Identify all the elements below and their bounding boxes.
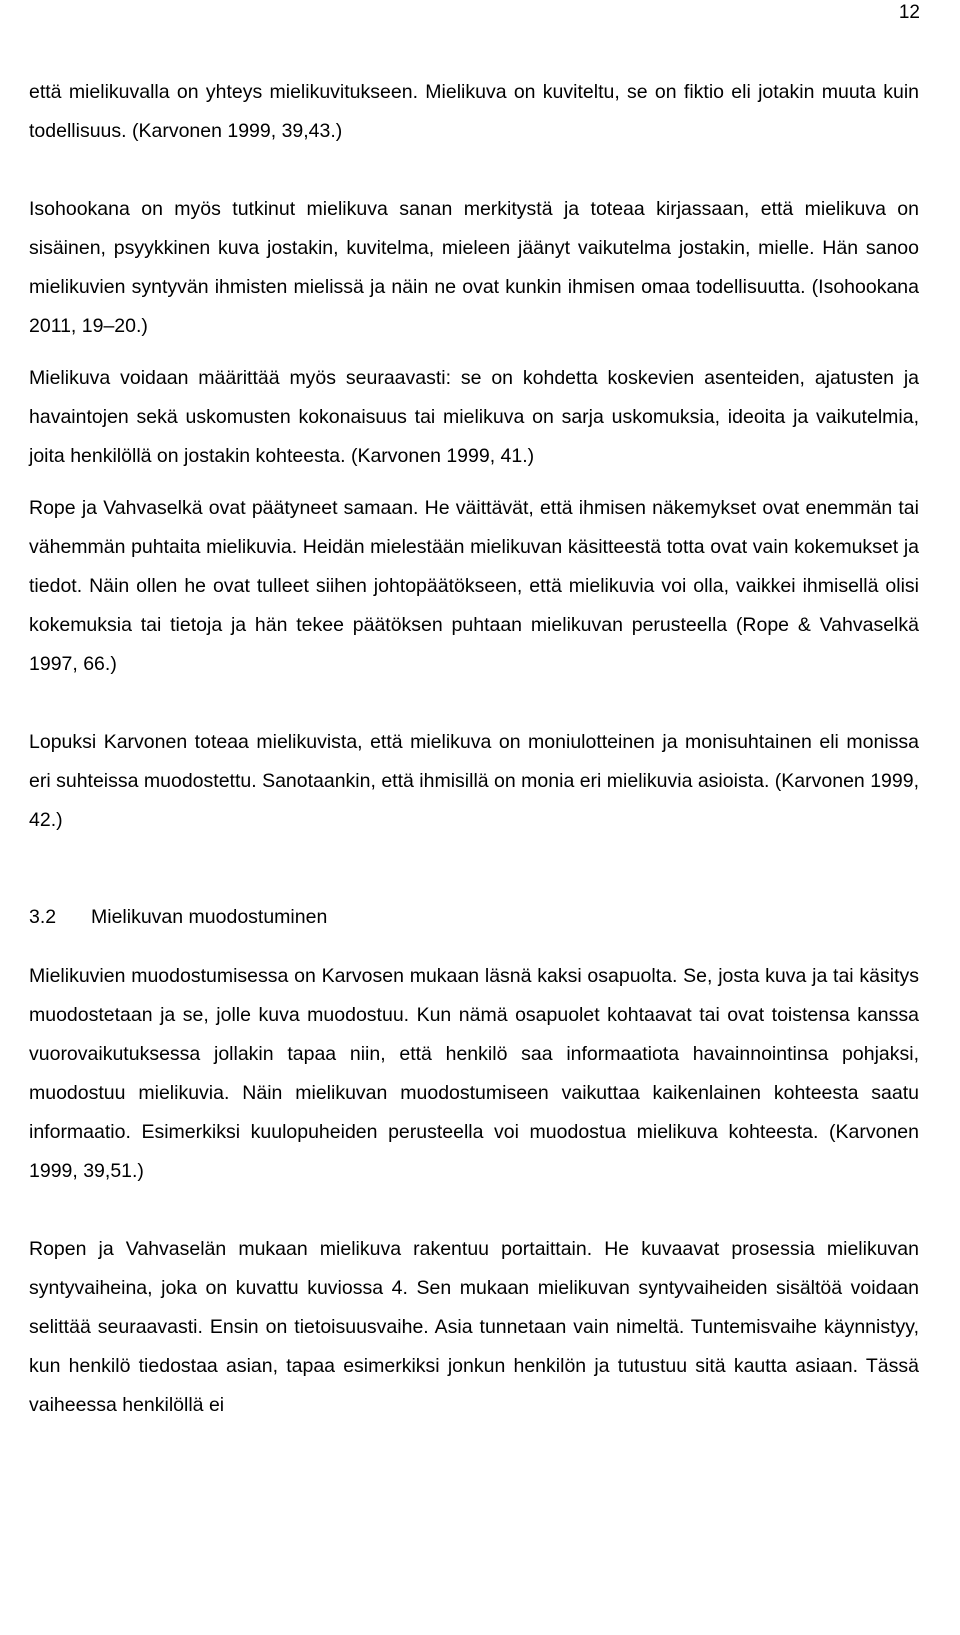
paragraph: Ropen ja Vahvaselän mukaan mielikuva rakentuu portaittain. He kuvaavat prosessia mielikuvan syntyvaiheina, joka on kuvattu kuviossa 4. Sen mukaan mielikuvan syntyvaiheiden sisältöä voidaan selittää seuraavasti. Ensin on tietoisuusvaihe. Asia tunnetaan vain nimeltä. Tuntemisvaihe käynnistyy, kun henkilö tiedostaa asian, tapaa esimerkiksi jonkun henkilön ja tutustuu sitä kautta asiaan. Tässä vaiheessa henkilöllä ei bbox=[29, 1238, 919, 1416]
paragraph: Rope ja Vahvaselkä ovat päätyneet samaan. He väittävät, että ihmisen näkemykset ovat enemmän tai vähemmän puhtaita mielikuvia. Heidän mielestään mielikuvan käsitteestä totta ovat vain kokemukset ja tiedot. Näin ollen he ovat tulleet siihen johtopäätökseen, että mielikuvia voi olla, vaikkei ihmisellä olisi kokemuksia tai tietoja ja hän tekee päätöksen puhtaan mielikuvan perusteella (Rope & Vahvaselkä 1997, 66.) bbox=[29, 497, 919, 675]
paragraph: Isohookana on myös tutkinut mielikuva sanan merkitystä ja toteaa kirjassaan, että mielikuva on sisäinen, psyykkinen kuva jostakin, kuvitelma, mieleen jäänyt vaikutelma jostakin, mielle. Hän sanoo mielikuvien syntyvän ihmisten mielissä ja näin ne ovat kunkin ihmisen omaa todellisuutta. (Isohookana 2011, 19–20.) bbox=[29, 198, 919, 337]
section-number: 3.2 bbox=[29, 906, 57, 928]
section-heading bbox=[29, 898, 919, 937]
document-body bbox=[29, 73, 919, 1425]
paragraph: että mielikuvalla on yhteys mielikuvitukseen. Mielikuva on kuviteltu, se on fiktio eli jotakin muuta kuin todellisuus. (Karvonen 1999, 39,43.) bbox=[29, 81, 919, 142]
paragraph: Mielikuvien muodostumisessa on Karvosen mukaan läsnä kaksi osapuolta. Se, josta kuva ja tai käsitys muodostetaan ja se, jolle kuva muodostuu. Kun nämä osapuolet kohtaavat tai ovat toistensa kanssa vuorovaikutuksessa jollakin tapaa niin, että henkilö saa informaatiota havainnointinsa pohjaksi, muodostuu mielikuvia. Näin mielikuvan muodostumiseen vaikuttaa kaikenlainen kohteesta saatu informaatio. Esimerkiksi kuulopuheiden perusteella voi muodostua mielikuva kohteesta. (Karvonen 1999, 39,51.) bbox=[29, 965, 919, 1182]
paragraph: Mielikuva voidaan määrittää myös seuraavasti: se on kohdetta koskevien asenteiden, ajatusten ja havaintojen sekä uskomusten kokonaisuus tai mielikuva on sarja uskomuksia, ideoita ja vaikutelmia, joita henkilöllä on jostakin kohteesta. (Karvonen 1999, 41.) bbox=[29, 367, 919, 467]
paragraph: Lopuksi Karvonen toteaa mielikuvista, että mielikuva on moniulotteinen ja monisuhtainen eli monissa eri suhteissa muodostettu. Sanotaankin, että ihmisillä on monia eri mielikuvia asioista. (Karvonen 1999, 42.) bbox=[29, 731, 919, 831]
section-title: Mielikuvan muodostuminen bbox=[91, 906, 328, 928]
page-number: 12 bbox=[898, 2, 920, 23]
